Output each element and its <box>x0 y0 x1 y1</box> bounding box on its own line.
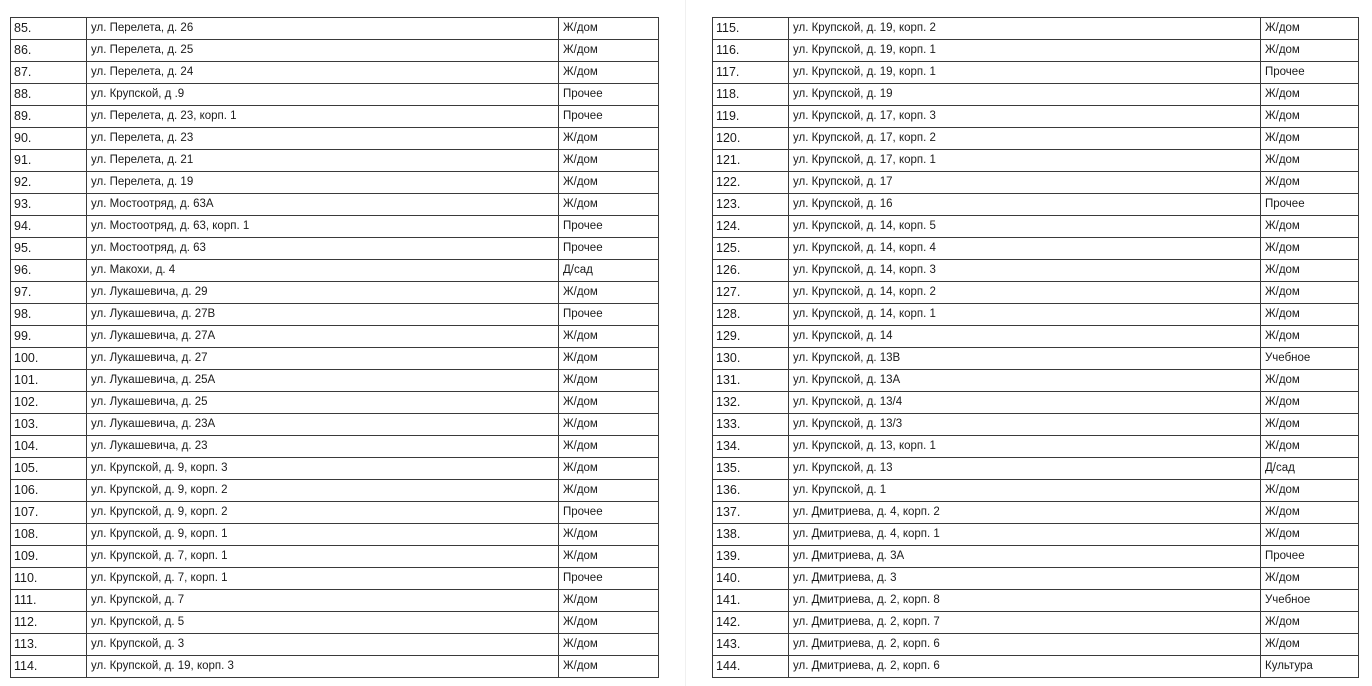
row-number: 93. <box>11 194 87 216</box>
row-address: ул. Лукашевича, д. 25А <box>87 370 559 392</box>
row-number: 137. <box>713 502 789 524</box>
row-number: 122. <box>713 172 789 194</box>
row-address: ул. Крупской, д. 19, корп. 3 <box>87 656 559 678</box>
row-number: 109. <box>11 546 87 568</box>
table-row <box>713 392 1359 414</box>
table-row <box>11 634 659 656</box>
table-row <box>11 260 659 282</box>
table-row <box>713 612 1359 634</box>
row-number: 116. <box>713 40 789 62</box>
table-row <box>713 282 1359 304</box>
row-object-type: Ж/дом <box>1261 40 1359 62</box>
table-row <box>713 480 1359 502</box>
row-object-type: Ж/дом <box>559 40 659 62</box>
row-number: 134. <box>713 436 789 458</box>
row-number: 130. <box>713 348 789 370</box>
row-number: 86. <box>11 40 87 62</box>
table-row <box>713 458 1359 480</box>
row-number: 136. <box>713 480 789 502</box>
row-object-type: Ж/дом <box>559 436 659 458</box>
row-object-type: Ж/дом <box>1261 370 1359 392</box>
row-object-type: Прочее <box>1261 546 1359 568</box>
row-object-type: Ж/дом <box>559 62 659 84</box>
table-row <box>11 304 659 326</box>
row-object-type: Ж/дом <box>559 348 659 370</box>
row-number: 92. <box>11 172 87 194</box>
table-row <box>713 18 1359 40</box>
address-table-left <box>10 17 659 678</box>
row-number: 94. <box>11 216 87 238</box>
row-address: ул. Крупской, д. 14, корп. 3 <box>789 260 1261 282</box>
table-row <box>713 546 1359 568</box>
row-number: 140. <box>713 568 789 590</box>
table-row <box>11 282 659 304</box>
row-address: ул. Лукашевича, д. 23А <box>87 414 559 436</box>
table-row <box>713 370 1359 392</box>
row-address: ул. Лукашевича, д. 23 <box>87 436 559 458</box>
table-row <box>11 480 659 502</box>
row-address: ул. Дмитриева, д. 3 <box>789 568 1261 590</box>
row-object-type: Д/сад <box>1261 458 1359 480</box>
table-row <box>713 238 1359 260</box>
row-object-type: Ж/дом <box>559 150 659 172</box>
row-address: ул. Лукашевича, д. 29 <box>87 282 559 304</box>
table-row <box>11 414 659 436</box>
row-address: ул. Крупской, д. 17, корп. 1 <box>789 150 1261 172</box>
row-number: 118. <box>713 84 789 106</box>
table-row <box>11 326 659 348</box>
row-object-type: Учебное <box>1261 348 1359 370</box>
row-object-type: Ж/дом <box>559 392 659 414</box>
row-address: ул. Перелета, д. 26 <box>87 18 559 40</box>
table-row <box>713 172 1359 194</box>
table-row <box>713 304 1359 326</box>
table-row <box>713 656 1359 678</box>
table-row <box>11 392 659 414</box>
row-address: ул. Лукашевича, д. 27А <box>87 326 559 348</box>
row-object-type: Ж/дом <box>559 414 659 436</box>
row-number: 106. <box>11 480 87 502</box>
row-number: 89. <box>11 106 87 128</box>
row-object-type: Ж/дом <box>1261 150 1359 172</box>
row-object-type: Ж/дом <box>1261 392 1359 414</box>
row-object-type: Ж/дом <box>1261 106 1359 128</box>
row-number: 112. <box>11 612 87 634</box>
row-object-type: Ж/дом <box>559 194 659 216</box>
row-object-type: Ж/дом <box>1261 634 1359 656</box>
table-row <box>713 84 1359 106</box>
row-address: ул. Крупской, д. 13, корп. 1 <box>789 436 1261 458</box>
row-number: 105. <box>11 458 87 480</box>
row-object-type: Ж/дом <box>559 326 659 348</box>
row-object-type: Ж/дом <box>559 524 659 546</box>
table-row <box>713 128 1359 150</box>
table-row <box>713 348 1359 370</box>
row-number: 103. <box>11 414 87 436</box>
row-address: ул. Крупской, д. 17, корп. 2 <box>789 128 1261 150</box>
row-object-type: Ж/дом <box>1261 304 1359 326</box>
row-address: ул. Крупской, д. 14, корп. 5 <box>789 216 1261 238</box>
row-address: ул. Крупской, д. 14, корп. 1 <box>789 304 1261 326</box>
row-address: ул. Перелета, д. 23, корп. 1 <box>87 106 559 128</box>
table-row <box>713 502 1359 524</box>
row-number: 85. <box>11 18 87 40</box>
row-number: 121. <box>713 150 789 172</box>
row-object-type: Прочее <box>559 568 659 590</box>
row-object-type: Ж/дом <box>559 590 659 612</box>
row-number: 110. <box>11 568 87 590</box>
row-object-type: Ж/дом <box>1261 18 1359 40</box>
address-table-right <box>712 17 1359 678</box>
row-number: 91. <box>11 150 87 172</box>
table-row <box>713 106 1359 128</box>
table-row <box>11 656 659 678</box>
row-object-type: Ж/дом <box>1261 238 1359 260</box>
table-row <box>11 216 659 238</box>
row-number: 126. <box>713 260 789 282</box>
row-address: ул. Перелета, д. 21 <box>87 150 559 172</box>
row-number: 131. <box>713 370 789 392</box>
row-address: ул. Дмитриева, д. 2, корп. 8 <box>789 590 1261 612</box>
table-row <box>713 150 1359 172</box>
row-number: 102. <box>11 392 87 414</box>
row-number: 96. <box>11 260 87 282</box>
table-row <box>11 128 659 150</box>
table-row <box>713 568 1359 590</box>
row-address: ул. Дмитриева, д. 4, корп. 2 <box>789 502 1261 524</box>
row-address: ул. Крупской, д. 9, корп. 3 <box>87 458 559 480</box>
row-number: 127. <box>713 282 789 304</box>
table-row <box>11 62 659 84</box>
row-address: ул. Мостоотряд, д. 63 <box>87 238 559 260</box>
table-row <box>11 370 659 392</box>
row-object-type: Ж/дом <box>1261 480 1359 502</box>
row-number: 123. <box>713 194 789 216</box>
table-row <box>713 524 1359 546</box>
table-row <box>713 414 1359 436</box>
row-number: 113. <box>11 634 87 656</box>
row-object-type: Ж/дом <box>1261 326 1359 348</box>
row-object-type: Ж/дом <box>559 656 659 678</box>
row-object-type: Ж/дом <box>559 128 659 150</box>
row-address: ул. Крупской, д. 13/4 <box>789 392 1261 414</box>
table-row <box>11 40 659 62</box>
row-address: ул. Мостоотряд, д. 63, корп. 1 <box>87 216 559 238</box>
row-number: 111. <box>11 590 87 612</box>
table-row <box>713 260 1359 282</box>
row-object-type: Ж/дом <box>1261 84 1359 106</box>
row-number: 97. <box>11 282 87 304</box>
row-number: 128. <box>713 304 789 326</box>
row-object-type: Прочее <box>559 502 659 524</box>
table-row <box>11 568 659 590</box>
row-address: ул. Крупской, д. 9, корп. 2 <box>87 502 559 524</box>
row-object-type: Прочее <box>1261 194 1359 216</box>
row-object-type: Ж/дом <box>559 458 659 480</box>
row-number: 144. <box>713 656 789 678</box>
row-object-type: Ж/дом <box>1261 502 1359 524</box>
row-object-type: Ж/дом <box>1261 436 1359 458</box>
row-address: ул. Крупской, д. 14 <box>789 326 1261 348</box>
row-address: ул. Лукашевича, д. 27В <box>87 304 559 326</box>
row-object-type: Ж/дом <box>559 480 659 502</box>
row-address: ул. Крупской, д .9 <box>87 84 559 106</box>
row-address: ул. Крупской, д. 17, корп. 3 <box>789 106 1261 128</box>
table-row <box>11 150 659 172</box>
row-address: ул. Крупской, д. 14, корп. 4 <box>789 238 1261 260</box>
address-table-left-body <box>11 18 659 678</box>
row-address: ул. Крупской, д. 7, корп. 1 <box>87 568 559 590</box>
table-row <box>11 612 659 634</box>
table-row <box>11 84 659 106</box>
row-address: ул. Крупской, д. 17 <box>789 172 1261 194</box>
row-object-type: Ж/дом <box>1261 128 1359 150</box>
table-row <box>713 326 1359 348</box>
row-object-type: Прочее <box>559 238 659 260</box>
table-row <box>11 502 659 524</box>
table-row <box>713 194 1359 216</box>
row-address: ул. Крупской, д. 7 <box>87 590 559 612</box>
row-number: 119. <box>713 106 789 128</box>
row-address: ул. Дмитриева, д. 4, корп. 1 <box>789 524 1261 546</box>
row-object-type: Ж/дом <box>559 18 659 40</box>
row-number: 141. <box>713 590 789 612</box>
row-address: ул. Дмитриева, д. 3А <box>789 546 1261 568</box>
row-number: 87. <box>11 62 87 84</box>
table-row <box>713 634 1359 656</box>
row-number: 143. <box>713 634 789 656</box>
row-address: ул. Крупской, д. 14, корп. 2 <box>789 282 1261 304</box>
row-object-type: Ж/дом <box>559 172 659 194</box>
page-divider <box>685 0 686 686</box>
row-object-type: Ж/дом <box>559 370 659 392</box>
row-number: 114. <box>11 656 87 678</box>
row-address: ул. Лукашевича, д. 27 <box>87 348 559 370</box>
row-object-type: Ж/дом <box>559 546 659 568</box>
right-page <box>712 17 1358 678</box>
row-object-type: Ж/дом <box>1261 216 1359 238</box>
row-number: 139. <box>713 546 789 568</box>
row-object-type: Ж/дом <box>1261 260 1359 282</box>
table-row <box>11 194 659 216</box>
table-row <box>11 590 659 612</box>
row-object-type: Ж/дом <box>559 612 659 634</box>
row-object-type: Прочее <box>559 84 659 106</box>
row-object-type: Прочее <box>1261 62 1359 84</box>
address-table-right-body <box>713 18 1359 678</box>
row-number: 132. <box>713 392 789 414</box>
row-number: 99. <box>11 326 87 348</box>
table-row <box>713 590 1359 612</box>
row-number: 138. <box>713 524 789 546</box>
row-address: ул. Крупской, д. 19, корп. 2 <box>789 18 1261 40</box>
row-address: ул. Крупской, д. 13 <box>789 458 1261 480</box>
row-number: 129. <box>713 326 789 348</box>
row-number: 101. <box>11 370 87 392</box>
table-row <box>11 458 659 480</box>
row-object-type: Прочее <box>559 304 659 326</box>
row-number: 95. <box>11 238 87 260</box>
table-row <box>11 436 659 458</box>
row-number: 107. <box>11 502 87 524</box>
row-number: 142. <box>713 612 789 634</box>
row-address: ул. Крупской, д. 13В <box>789 348 1261 370</box>
row-address: ул. Дмитриева, д. 2, корп. 6 <box>789 634 1261 656</box>
row-object-type: Ж/дом <box>559 634 659 656</box>
table-row <box>11 18 659 40</box>
row-address: ул. Крупской, д. 3 <box>87 634 559 656</box>
table-row <box>11 172 659 194</box>
row-address: ул. Крупской, д. 16 <box>789 194 1261 216</box>
table-row <box>713 216 1359 238</box>
row-number: 108. <box>11 524 87 546</box>
row-number: 90. <box>11 128 87 150</box>
row-object-type: Ж/дом <box>1261 612 1359 634</box>
row-number: 88. <box>11 84 87 106</box>
row-object-type: Учебное <box>1261 590 1359 612</box>
table-row <box>11 348 659 370</box>
row-address: ул. Крупской, д. 9, корп. 2 <box>87 480 559 502</box>
table-row <box>11 238 659 260</box>
row-address: ул. Макохи, д. 4 <box>87 260 559 282</box>
row-address: ул. Крупской, д. 19, корп. 1 <box>789 62 1261 84</box>
row-object-type: Ж/дом <box>1261 524 1359 546</box>
row-number: 104. <box>11 436 87 458</box>
row-object-type: Культура <box>1261 656 1359 678</box>
row-address: ул. Лукашевича, д. 25 <box>87 392 559 414</box>
table-row <box>713 62 1359 84</box>
row-number: 135. <box>713 458 789 480</box>
row-address: ул. Крупской, д. 13/3 <box>789 414 1261 436</box>
row-address: ул. Крупской, д. 13А <box>789 370 1261 392</box>
row-object-type: Прочее <box>559 106 659 128</box>
row-object-type: Ж/дом <box>1261 568 1359 590</box>
row-address: ул. Перелета, д. 25 <box>87 40 559 62</box>
table-row <box>713 436 1359 458</box>
row-address: ул. Крупской, д. 5 <box>87 612 559 634</box>
row-object-type: Ж/дом <box>1261 414 1359 436</box>
row-number: 124. <box>713 216 789 238</box>
row-address: ул. Дмитриева, д. 2, корп. 6 <box>789 656 1261 678</box>
row-number: 120. <box>713 128 789 150</box>
table-row <box>11 524 659 546</box>
row-object-type: Ж/дом <box>559 282 659 304</box>
row-address: ул. Крупской, д. 1 <box>789 480 1261 502</box>
row-address: ул. Перелета, д. 19 <box>87 172 559 194</box>
table-row <box>11 546 659 568</box>
row-address: ул. Мостоотряд, д. 63А <box>87 194 559 216</box>
left-page <box>10 17 658 678</box>
row-number: 133. <box>713 414 789 436</box>
row-address: ул. Крупской, д. 19 <box>789 84 1261 106</box>
table-row <box>11 106 659 128</box>
row-number: 125. <box>713 238 789 260</box>
row-object-type: Д/сад <box>559 260 659 282</box>
row-address: ул. Перелета, д. 24 <box>87 62 559 84</box>
row-address: ул. Крупской, д. 9, корп. 1 <box>87 524 559 546</box>
row-number: 115. <box>713 18 789 40</box>
row-number: 100. <box>11 348 87 370</box>
row-address: ул. Крупской, д. 7, корп. 1 <box>87 546 559 568</box>
row-object-type: Ж/дом <box>1261 282 1359 304</box>
row-object-type: Прочее <box>559 216 659 238</box>
row-address: ул. Крупской, д. 19, корп. 1 <box>789 40 1261 62</box>
row-object-type: Ж/дом <box>1261 172 1359 194</box>
row-number: 117. <box>713 62 789 84</box>
row-address: ул. Перелета, д. 23 <box>87 128 559 150</box>
table-row <box>713 40 1359 62</box>
row-number: 98. <box>11 304 87 326</box>
row-address: ул. Дмитриева, д. 2, корп. 7 <box>789 612 1261 634</box>
